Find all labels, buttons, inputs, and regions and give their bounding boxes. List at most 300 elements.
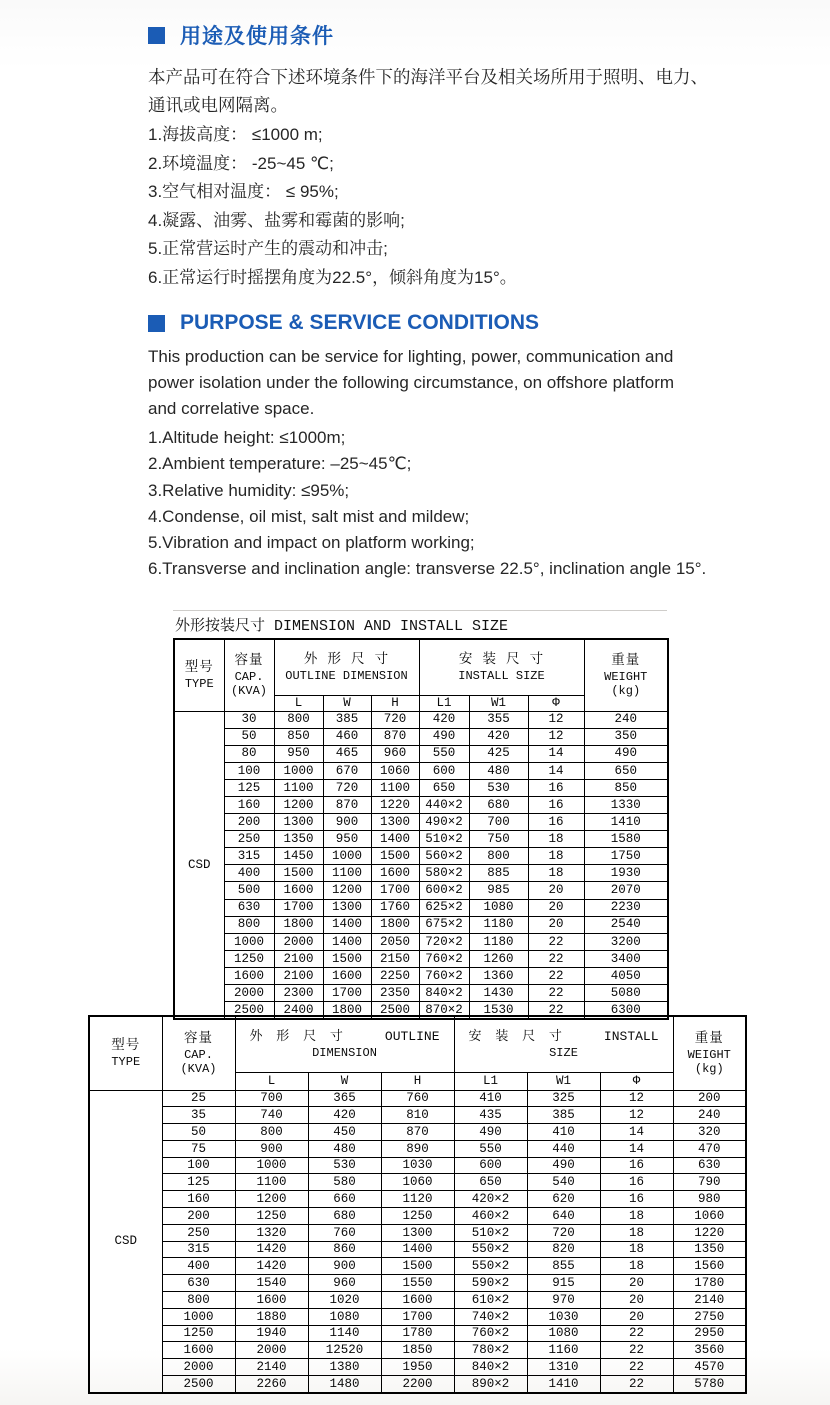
- table-row: [89, 1174, 746, 1191]
- table-cell: 810: [381, 1107, 454, 1124]
- table-cell: 1330: [584, 796, 668, 813]
- table-cell: 6300: [584, 1002, 668, 1020]
- table-row: [174, 711, 668, 728]
- table-cell: 630: [673, 1157, 746, 1174]
- table-cell: 1930: [584, 865, 668, 882]
- table-cell: 400: [224, 865, 274, 882]
- table-cell: 550×2: [454, 1258, 527, 1275]
- table-row: [174, 848, 668, 865]
- table-cell: 800: [224, 916, 274, 933]
- table-cell: 22: [528, 933, 584, 950]
- table-cell: 600×2: [419, 882, 469, 899]
- table-cell: 470: [673, 1140, 746, 1157]
- table-cell: 960: [308, 1275, 381, 1292]
- table-cell: 2250: [371, 967, 419, 984]
- header-install-size: 安 装 尺 寸 INSTALL SIZE: [419, 639, 584, 695]
- header-capacity: 容量 CAP. (KVA): [224, 639, 274, 711]
- table-cell: 1080: [527, 1325, 600, 1342]
- table-cell: 1500: [371, 848, 419, 865]
- table-cell: 1250: [224, 950, 274, 967]
- table-cell: 1420: [235, 1241, 308, 1258]
- table-cell: 2140: [673, 1292, 746, 1309]
- table-cell: 620: [527, 1191, 600, 1208]
- list-item: 5.Vibration and impact on platform working;: [148, 533, 475, 553]
- table-cell: 1350: [673, 1241, 746, 1258]
- table-cell: 250: [224, 831, 274, 848]
- table-cell: 14: [600, 1140, 673, 1157]
- table-cell: 3200: [584, 933, 668, 950]
- table-cell: 860: [308, 1241, 381, 1258]
- table-cell: 200: [162, 1208, 235, 1225]
- table-cell: 840×2: [454, 1359, 527, 1376]
- table-cell: 14: [528, 745, 584, 762]
- list-item: 2.Ambient temperature: –25~45℃;: [148, 454, 412, 474]
- table-cell: 1940: [235, 1325, 308, 1342]
- table-cell: 530: [308, 1157, 381, 1174]
- table-cell: 200: [673, 1090, 746, 1107]
- header-type: 型号 TYPE: [89, 1016, 162, 1090]
- text-content: [148, 20, 788, 583]
- table-cell: 22: [528, 967, 584, 984]
- section-bullet-icon: [148, 27, 165, 44]
- table-row: [89, 1308, 746, 1325]
- list-item: 6.正常运行时摇摆角度为22.5°，倾斜角度为15°。: [148, 267, 517, 287]
- table-cell: 780×2: [454, 1342, 527, 1359]
- table-cell: 590×2: [454, 1275, 527, 1292]
- table-cell: 12: [528, 711, 584, 728]
- table-cell: 1400: [381, 1241, 454, 1258]
- table-cell: 1880: [235, 1308, 308, 1325]
- table-cell: 760: [381, 1090, 454, 1107]
- table-cell: 1140: [308, 1325, 381, 1342]
- table-cell: 1220: [673, 1224, 746, 1241]
- subheader-W: W: [323, 695, 371, 711]
- table-cell: 160: [162, 1191, 235, 1208]
- table-row: [89, 1292, 746, 1309]
- table-cell: 1560: [673, 1258, 746, 1275]
- table-cell: 1000: [224, 933, 274, 950]
- table-row: [174, 916, 668, 933]
- table-cell: 510×2: [419, 831, 469, 848]
- subheader-L: L: [274, 695, 323, 711]
- table-cell: 1400: [371, 831, 419, 848]
- header-outline-dimension: 外 形 尺 寸 OUTLINE DIMENSION: [274, 639, 419, 695]
- table-cell: 385: [527, 1107, 600, 1124]
- table-cell: 410: [527, 1124, 600, 1141]
- table-cell: 1600: [274, 882, 323, 899]
- table-row: [89, 1241, 746, 1258]
- table-cell: 4050: [584, 967, 668, 984]
- table-cell: 490: [454, 1124, 527, 1141]
- table-cell: 650: [584, 762, 668, 779]
- table-cell: 625×2: [419, 899, 469, 916]
- table-cell: 1030: [381, 1157, 454, 1174]
- table-cell: 700: [235, 1090, 308, 1107]
- table-row: [89, 1224, 746, 1241]
- table-cell: 1500: [274, 865, 323, 882]
- table-cell: 240: [673, 1107, 746, 1124]
- table-cell: 1300: [381, 1224, 454, 1241]
- table-cell: 700: [469, 814, 528, 831]
- table-cell: 1250: [235, 1208, 308, 1225]
- table-cell: 1530: [469, 1002, 528, 1020]
- table-cell: 20: [600, 1292, 673, 1309]
- table-cell: 18: [528, 848, 584, 865]
- section-title-cn: 用途及使用条件: [180, 25, 334, 48]
- table-cell: 2750: [673, 1308, 746, 1325]
- table-cell: 720×2: [419, 933, 469, 950]
- table-cell: 980: [673, 1191, 746, 1208]
- table-cell: 25: [162, 1090, 235, 1107]
- table-cell: 1300: [323, 899, 371, 916]
- table-cell: 315: [224, 848, 274, 865]
- table-cell: 80: [224, 745, 274, 762]
- table-cell: 440×2: [419, 796, 469, 813]
- table-cell: 365: [308, 1090, 381, 1107]
- table-cell: 2300: [274, 985, 323, 1002]
- table-row: [174, 796, 668, 813]
- table-cell: 18: [600, 1258, 673, 1275]
- table-cell: 720: [323, 779, 371, 796]
- section-bullet-icon: [148, 315, 165, 332]
- table-cell: 465: [323, 745, 371, 762]
- table-cell: 1500: [381, 1258, 454, 1275]
- table-row: [174, 745, 668, 762]
- table-row: [89, 1191, 746, 1208]
- table-cell: 840×2: [419, 985, 469, 1002]
- subheader-W1: W1: [527, 1072, 600, 1090]
- table-cell: 3560: [673, 1342, 746, 1359]
- subheader-H: H: [371, 695, 419, 711]
- table-row: [174, 899, 668, 916]
- table-cell: 900: [235, 1140, 308, 1157]
- table-cell: 680: [308, 1208, 381, 1225]
- table-cell: 1300: [274, 814, 323, 831]
- intro-paragraph-en: This production can be service for lighting, power, communication and power isolation under the following circumstance, on offshore platform and correlative space.: [148, 347, 675, 418]
- table-cell: 125: [162, 1174, 235, 1191]
- table-cell: 75: [162, 1140, 235, 1157]
- table-cell: 1410: [584, 814, 668, 831]
- table-body: [89, 1090, 746, 1393]
- table-cell: 2070: [584, 882, 668, 899]
- type-cell: CSD: [174, 711, 224, 1019]
- table-cell: 1600: [371, 865, 419, 882]
- table-row: [174, 967, 668, 984]
- table-cell: 800: [235, 1124, 308, 1141]
- table-cell: 490: [584, 745, 668, 762]
- table-cell: 425: [469, 745, 528, 762]
- table-cell: 325: [527, 1090, 600, 1107]
- subheader-phi: Φ: [528, 695, 584, 711]
- table-cell: 870: [323, 796, 371, 813]
- intro-paragraph-cn: 本产品可在符合下述环境条件下的海洋平台及相关场所用于照明、电力、通讯或电网隔离。: [148, 67, 708, 115]
- table-cell: 675×2: [419, 916, 469, 933]
- table-cell: 1550: [381, 1275, 454, 1292]
- table-cell: 2540: [584, 916, 668, 933]
- table-row: [174, 779, 668, 796]
- subheader-L: L: [235, 1072, 308, 1090]
- table-cell: 50: [224, 728, 274, 745]
- table-cell: 870: [381, 1124, 454, 1141]
- table-cell: 1600: [224, 967, 274, 984]
- table-cell: 1250: [162, 1325, 235, 1342]
- table-row: [174, 831, 668, 848]
- table-cell: 460×2: [454, 1208, 527, 1225]
- table-cell: 1700: [371, 882, 419, 899]
- table-cell: 530: [469, 779, 528, 796]
- table-cell: 1700: [381, 1308, 454, 1325]
- table-cell: 760×2: [454, 1325, 527, 1342]
- table-cell: 1380: [308, 1359, 381, 1376]
- table-cell: 600: [419, 762, 469, 779]
- table-cell: 355: [469, 711, 528, 728]
- table-cell: 850: [584, 779, 668, 796]
- table-cell: 1200: [235, 1191, 308, 1208]
- table-cell: 960: [371, 745, 419, 762]
- table-row: [89, 1342, 746, 1359]
- table-body: [174, 711, 668, 1019]
- table-cell: 22: [600, 1325, 673, 1342]
- subheader-H: H: [381, 1072, 454, 1090]
- table-cell: 790: [673, 1174, 746, 1191]
- list-item: 4.凝露、油雾、盐雾和霉菌的影响;: [148, 210, 405, 230]
- table-cell: 1180: [469, 933, 528, 950]
- table-cell: 1200: [323, 882, 371, 899]
- table-cell: 18: [600, 1241, 673, 1258]
- section-header-en: [148, 311, 788, 335]
- condition-list-en: [148, 425, 788, 583]
- table-cell: 20: [528, 916, 584, 933]
- table-row: [89, 1140, 746, 1157]
- table-cell: 950: [323, 831, 371, 848]
- table-cell: 640: [527, 1208, 600, 1225]
- table-row: [89, 1090, 746, 1107]
- list-item: 1.Altitude height: ≤1000m;: [148, 428, 346, 447]
- table-cell: 22: [528, 1002, 584, 1020]
- table-cell: 560×2: [419, 848, 469, 865]
- table-cell: 680: [469, 796, 528, 813]
- subheader-W1: W1: [469, 695, 528, 711]
- table-cell: 2000: [224, 985, 274, 1002]
- header-weight: 重量 WEIGHT (kg): [584, 639, 668, 711]
- table-cell: 250: [162, 1224, 235, 1241]
- table-cell: 18: [528, 865, 584, 882]
- table-cell: 100: [162, 1157, 235, 1174]
- section-header-cn: [148, 20, 788, 50]
- table-cell: 16: [600, 1191, 673, 1208]
- table-cell: 5780: [673, 1376, 746, 1393]
- table-cell: 20: [528, 899, 584, 916]
- table-cell: 440: [527, 1140, 600, 1157]
- table-cell: 4570: [673, 1359, 746, 1376]
- table-cell: 450: [308, 1124, 381, 1141]
- table-cell: 22: [528, 950, 584, 967]
- header-install-size: 安 装 尺 寸 INSTALL SIZE: [454, 1016, 673, 1072]
- table-cell: 1000: [323, 848, 371, 865]
- table-cell: 12: [528, 728, 584, 745]
- dimension-table-1: [173, 610, 667, 1020]
- condition-list-cn: [148, 121, 788, 292]
- table-cell: 1400: [323, 916, 371, 933]
- table-cell: 1780: [381, 1325, 454, 1342]
- table-cell: 35: [162, 1107, 235, 1124]
- table-cell: 20: [600, 1275, 673, 1292]
- table-header: [174, 639, 668, 711]
- table-cell: 650: [454, 1174, 527, 1191]
- table-cell: 760: [308, 1224, 381, 1241]
- table-row: [89, 1258, 746, 1275]
- table-cell: 16: [600, 1157, 673, 1174]
- table-cell: 890: [381, 1140, 454, 1157]
- table-cell: 800: [162, 1292, 235, 1309]
- table-cell: 1600: [323, 967, 371, 984]
- list-item: 2.环境温度： -25~45 ℃;: [148, 153, 334, 173]
- header-capacity: 容量 CAP. (KVA): [162, 1016, 235, 1090]
- table-cell: 760×2: [419, 950, 469, 967]
- table-cell: 1480: [308, 1376, 381, 1393]
- subheader-L1: L1: [454, 1072, 527, 1090]
- table-cell: 610×2: [454, 1292, 527, 1309]
- table-cell: 240: [584, 711, 668, 728]
- table-cell: 1120: [381, 1191, 454, 1208]
- list-item: 1.海拔高度： ≤1000 m;: [148, 125, 323, 144]
- table-cell: 22: [528, 985, 584, 1002]
- table-cell: 420: [419, 711, 469, 728]
- table-cell: 18: [528, 831, 584, 848]
- table-cell: 630: [162, 1275, 235, 1292]
- table-cell: 12: [600, 1090, 673, 1107]
- table-row: [174, 933, 668, 950]
- table-cell: 915: [527, 1275, 600, 1292]
- table-cell: 1400: [323, 933, 371, 950]
- table-cell: 385: [323, 711, 371, 728]
- table-cell: 870: [371, 728, 419, 745]
- table-row: [89, 1208, 746, 1225]
- table-cell: 2950: [673, 1325, 746, 1342]
- table-cell: 16: [528, 779, 584, 796]
- table-cell: 460: [323, 728, 371, 745]
- table-cell: 670: [323, 762, 371, 779]
- table-cell: 1950: [381, 1359, 454, 1376]
- dimension-table-2: [88, 1015, 745, 1394]
- table-cell: 20: [528, 882, 584, 899]
- table-cell: 14: [528, 762, 584, 779]
- table-cell: 200: [224, 814, 274, 831]
- table-cell: 950: [274, 745, 323, 762]
- table-cell: 855: [527, 1258, 600, 1275]
- header-weight: 重量 WEIGHT (kg): [673, 1016, 746, 1090]
- table-cell: 14: [600, 1124, 673, 1141]
- table-cell: 5080: [584, 985, 668, 1002]
- table-cell: 580×2: [419, 865, 469, 882]
- table-cell: 1760: [371, 899, 419, 916]
- table-cell: 400: [162, 1258, 235, 1275]
- table-cell: 1100: [235, 1174, 308, 1191]
- table-cell: 1100: [274, 779, 323, 796]
- table-cell: 2350: [371, 985, 419, 1002]
- table-cell: 50: [162, 1124, 235, 1141]
- list-item: 4.Condense, oil mist, salt mist and mildew;: [148, 506, 470, 526]
- table-cell: 350: [584, 728, 668, 745]
- table-cell: 2500: [162, 1376, 235, 1393]
- subheader-L1: L1: [419, 695, 469, 711]
- table-cell: 850: [274, 728, 323, 745]
- table-cell: 750: [469, 831, 528, 848]
- table-cell: 12: [600, 1107, 673, 1124]
- table-cell: 650: [419, 779, 469, 796]
- table-cell: 1750: [584, 848, 668, 865]
- table-cell: 1600: [381, 1292, 454, 1309]
- table-cell: 1020: [308, 1292, 381, 1309]
- table-row: [174, 950, 668, 967]
- table-cell: 1000: [162, 1308, 235, 1325]
- subheader-W: W: [308, 1072, 381, 1090]
- list-item: 5.正常营运时产生的震动和冲击;: [148, 239, 388, 258]
- table-cell: 22: [600, 1342, 673, 1359]
- table-cell: 1260: [469, 950, 528, 967]
- table-cell: 420×2: [454, 1191, 527, 1208]
- table-row: [89, 1275, 746, 1292]
- table-cell: 1100: [371, 779, 419, 796]
- table-cell: 18: [600, 1224, 673, 1241]
- table-cell: 20: [600, 1308, 673, 1325]
- table-cell: 16: [528, 814, 584, 831]
- table-row: [89, 1325, 746, 1342]
- table-cell: 740×2: [454, 1308, 527, 1325]
- table-cell: 1410: [527, 1376, 600, 1393]
- table-cell: 100: [224, 762, 274, 779]
- table-cell: 540: [527, 1174, 600, 1191]
- table-cell: 1800: [274, 916, 323, 933]
- table-cell: 630: [224, 899, 274, 916]
- table-title: 外形按装尺寸 DIMENSION AND INSTALL SIZE: [173, 610, 667, 638]
- table-cell: 1250: [381, 1208, 454, 1225]
- table-row: [89, 1157, 746, 1174]
- table-cell: 500: [224, 882, 274, 899]
- table-cell: 420: [308, 1107, 381, 1124]
- table-cell: 1800: [371, 916, 419, 933]
- table-cell: 1430: [469, 985, 528, 1002]
- table-cell: 1060: [371, 762, 419, 779]
- table-cell: 2100: [274, 967, 323, 984]
- table-cell: 720: [527, 1224, 600, 1241]
- table-cell: 490: [419, 728, 469, 745]
- table-cell: 3400: [584, 950, 668, 967]
- table-cell: 550: [454, 1140, 527, 1157]
- table-cell: 1060: [673, 1208, 746, 1225]
- table-cell: 1800: [323, 1002, 371, 1020]
- table-cell: 1420: [235, 1258, 308, 1275]
- table-cell: 800: [469, 848, 528, 865]
- table-cell: 1360: [469, 967, 528, 984]
- table-row: [174, 728, 668, 745]
- table-cell: 550: [419, 745, 469, 762]
- table-cell: 1780: [673, 1275, 746, 1292]
- table-cell: 1100: [323, 865, 371, 882]
- table-cell: 1850: [381, 1342, 454, 1359]
- table-row: [174, 865, 668, 882]
- table-cell: 1080: [469, 899, 528, 916]
- table-cell: 1220: [371, 796, 419, 813]
- table-cell: 420: [469, 728, 528, 745]
- table-cell: 18: [600, 1208, 673, 1225]
- header-type: 型号 TYPE: [174, 639, 224, 711]
- table-cell: 410: [454, 1090, 527, 1107]
- table-cell: 890×2: [454, 1376, 527, 1393]
- table-cell: 720: [371, 711, 419, 728]
- table-cell: 1310: [527, 1359, 600, 1376]
- table-cell: 660: [308, 1191, 381, 1208]
